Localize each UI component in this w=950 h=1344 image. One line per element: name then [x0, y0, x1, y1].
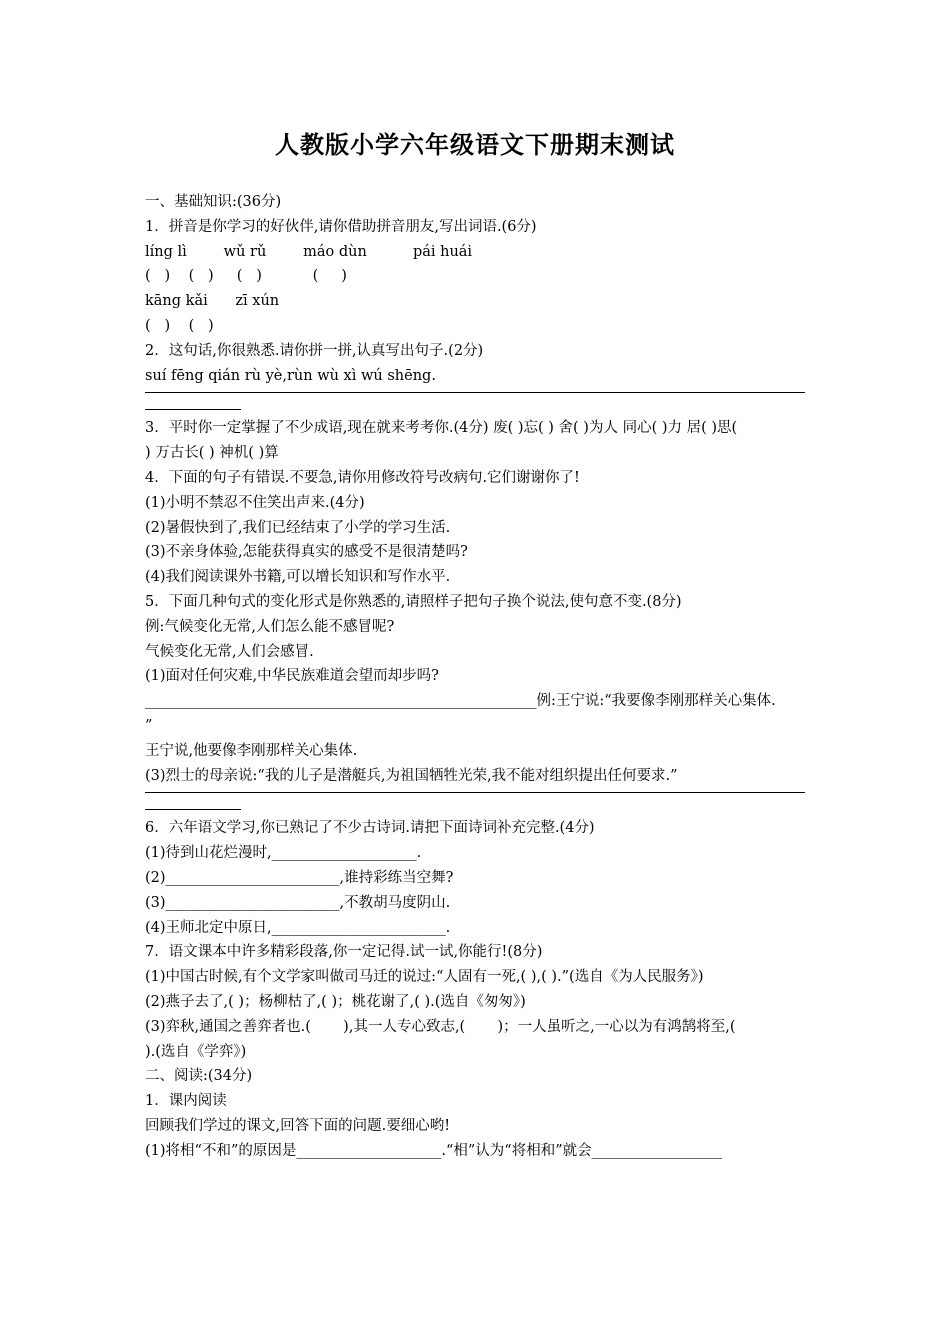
- answer-rule: [145, 792, 805, 793]
- text-line: 3．平时你一定掌握了不少成语,现在就来考考你.(4分) 废( )忘( ) 舍( )为人 同心( )力 居( )思(: [145, 420, 738, 437]
- text-line: ”: [145, 717, 153, 734]
- text-line: 7．语文课本中许多精彩段落,你一定记得.试一试,你能行!(8分): [145, 944, 543, 961]
- text-line: (1)中国古时候,有个文学家叫做司马迁的说过:“人固有一死,( ),( ).”(选自《为人民服务》): [145, 969, 704, 986]
- text-line: 例:气候变化无常,人们怎么能不感冒呢?: [145, 618, 395, 635]
- answer-brackets: ( ) ( ) ( ) ( ): [145, 268, 347, 285]
- text-line: 4．下面的句子有错误.不要急,请你用修改符号改病句.它们谢谢你了!: [145, 469, 580, 486]
- text-line: ______________________________________________________例:王宁说:“我要像李刚那样关心集体.: [145, 693, 776, 710]
- section-basic-1: [145, 190, 810, 388]
- text-line: (1)将相“不和”的原因是____________________.“相”认为“将相和”就会__________________: [145, 1142, 723, 1159]
- exam-body: [145, 190, 810, 1163]
- text-line: 6．六年语文学习,你已熟记了不少古诗词.请把下面诗词补充完整.(4分): [145, 820, 595, 837]
- pinyin-line: suí fēng qián rù yè,rùn wù xì wú shēng.: [145, 367, 436, 384]
- text-line: 王宁说,他要像李刚那样关心集体.: [145, 742, 358, 759]
- text-line: (2)暑假快到了,我们已经结束了小学的学习生活.: [145, 519, 451, 536]
- text-line: 一、基础知识:(36分): [145, 194, 282, 210]
- answer-brackets: ( ) ( ): [145, 317, 214, 334]
- text-line: 2．这句话,你很熟悉.请你拼一拼,认真写出句子.(2分): [145, 342, 484, 359]
- text-line: (3)烈士的母亲说:“我的儿子是潜艇兵,为祖国牺牲光荣,我不能对组织提出任何要求.”: [145, 767, 678, 784]
- text-line: 回顾我们学过的课文,回答下面的问题.要细心哟!: [145, 1117, 451, 1134]
- text-line: (3)弈秋,通国之善弈者也.( ),其一人专心致志,( )；一人虽听之,一心以为有鸿鹄将至,(: [145, 1018, 736, 1035]
- text-line: ).(选自《学弈》): [145, 1043, 247, 1060]
- answer-rule: [145, 392, 805, 393]
- text-line: 5．下面几种句式的变化形式是你熟悉的,请照样子把句子换个说法,使句意不变.(8分): [145, 593, 682, 610]
- text-line: (3)不亲身体验,怎能获得真实的感受不是很清楚吗?: [145, 544, 468, 561]
- text-line: (1)待到山花烂漫时,____________________.: [145, 845, 422, 862]
- text-line: (1)面对任何灾难,中华民族难道会望而却步吗?: [145, 668, 439, 685]
- text-line: 1．拼音是你学习的好伙伴,请你借助拼音朋友,写出词语.(6分): [145, 218, 537, 235]
- text-line: (4)我们阅读课外书籍,可以增长知识和写作水平.: [145, 569, 451, 586]
- answer-rule-short: [145, 809, 241, 810]
- pinyin-line: líng lì wǔ rǔ máo dùn pái huái: [145, 243, 473, 260]
- text-line: (2)________________________,谁持彩练当空舞?: [145, 869, 454, 886]
- text-line: (1)小明不禁忍不住笑出声来.(4分): [145, 494, 365, 511]
- text-line: ) 万古长( ) 神机( )算: [145, 445, 279, 462]
- section-basic-2: [145, 416, 810, 788]
- text-line: 1．课内阅读: [145, 1093, 227, 1110]
- text-line: 气候变化无常,人们会感冒.: [145, 643, 314, 660]
- text-line: (2)燕子去了,( )；杨柳枯了,( )；桃花谢了,( ).(选自《匆匆》): [145, 993, 526, 1010]
- section-basic-3: [145, 816, 810, 1163]
- text-line: (4)王师北定中原日,________________________.: [145, 919, 451, 936]
- answer-rule-short: [145, 409, 241, 410]
- pinyin-line: kāng kǎi zī xún: [145, 293, 280, 310]
- page-title: 人教版小学六年级语文下册期末测试: [275, 130, 675, 159]
- text-line: (3)________________________,不教胡马度阴山.: [145, 894, 451, 911]
- section-heading: 二、阅读:(34分): [145, 1068, 253, 1085]
